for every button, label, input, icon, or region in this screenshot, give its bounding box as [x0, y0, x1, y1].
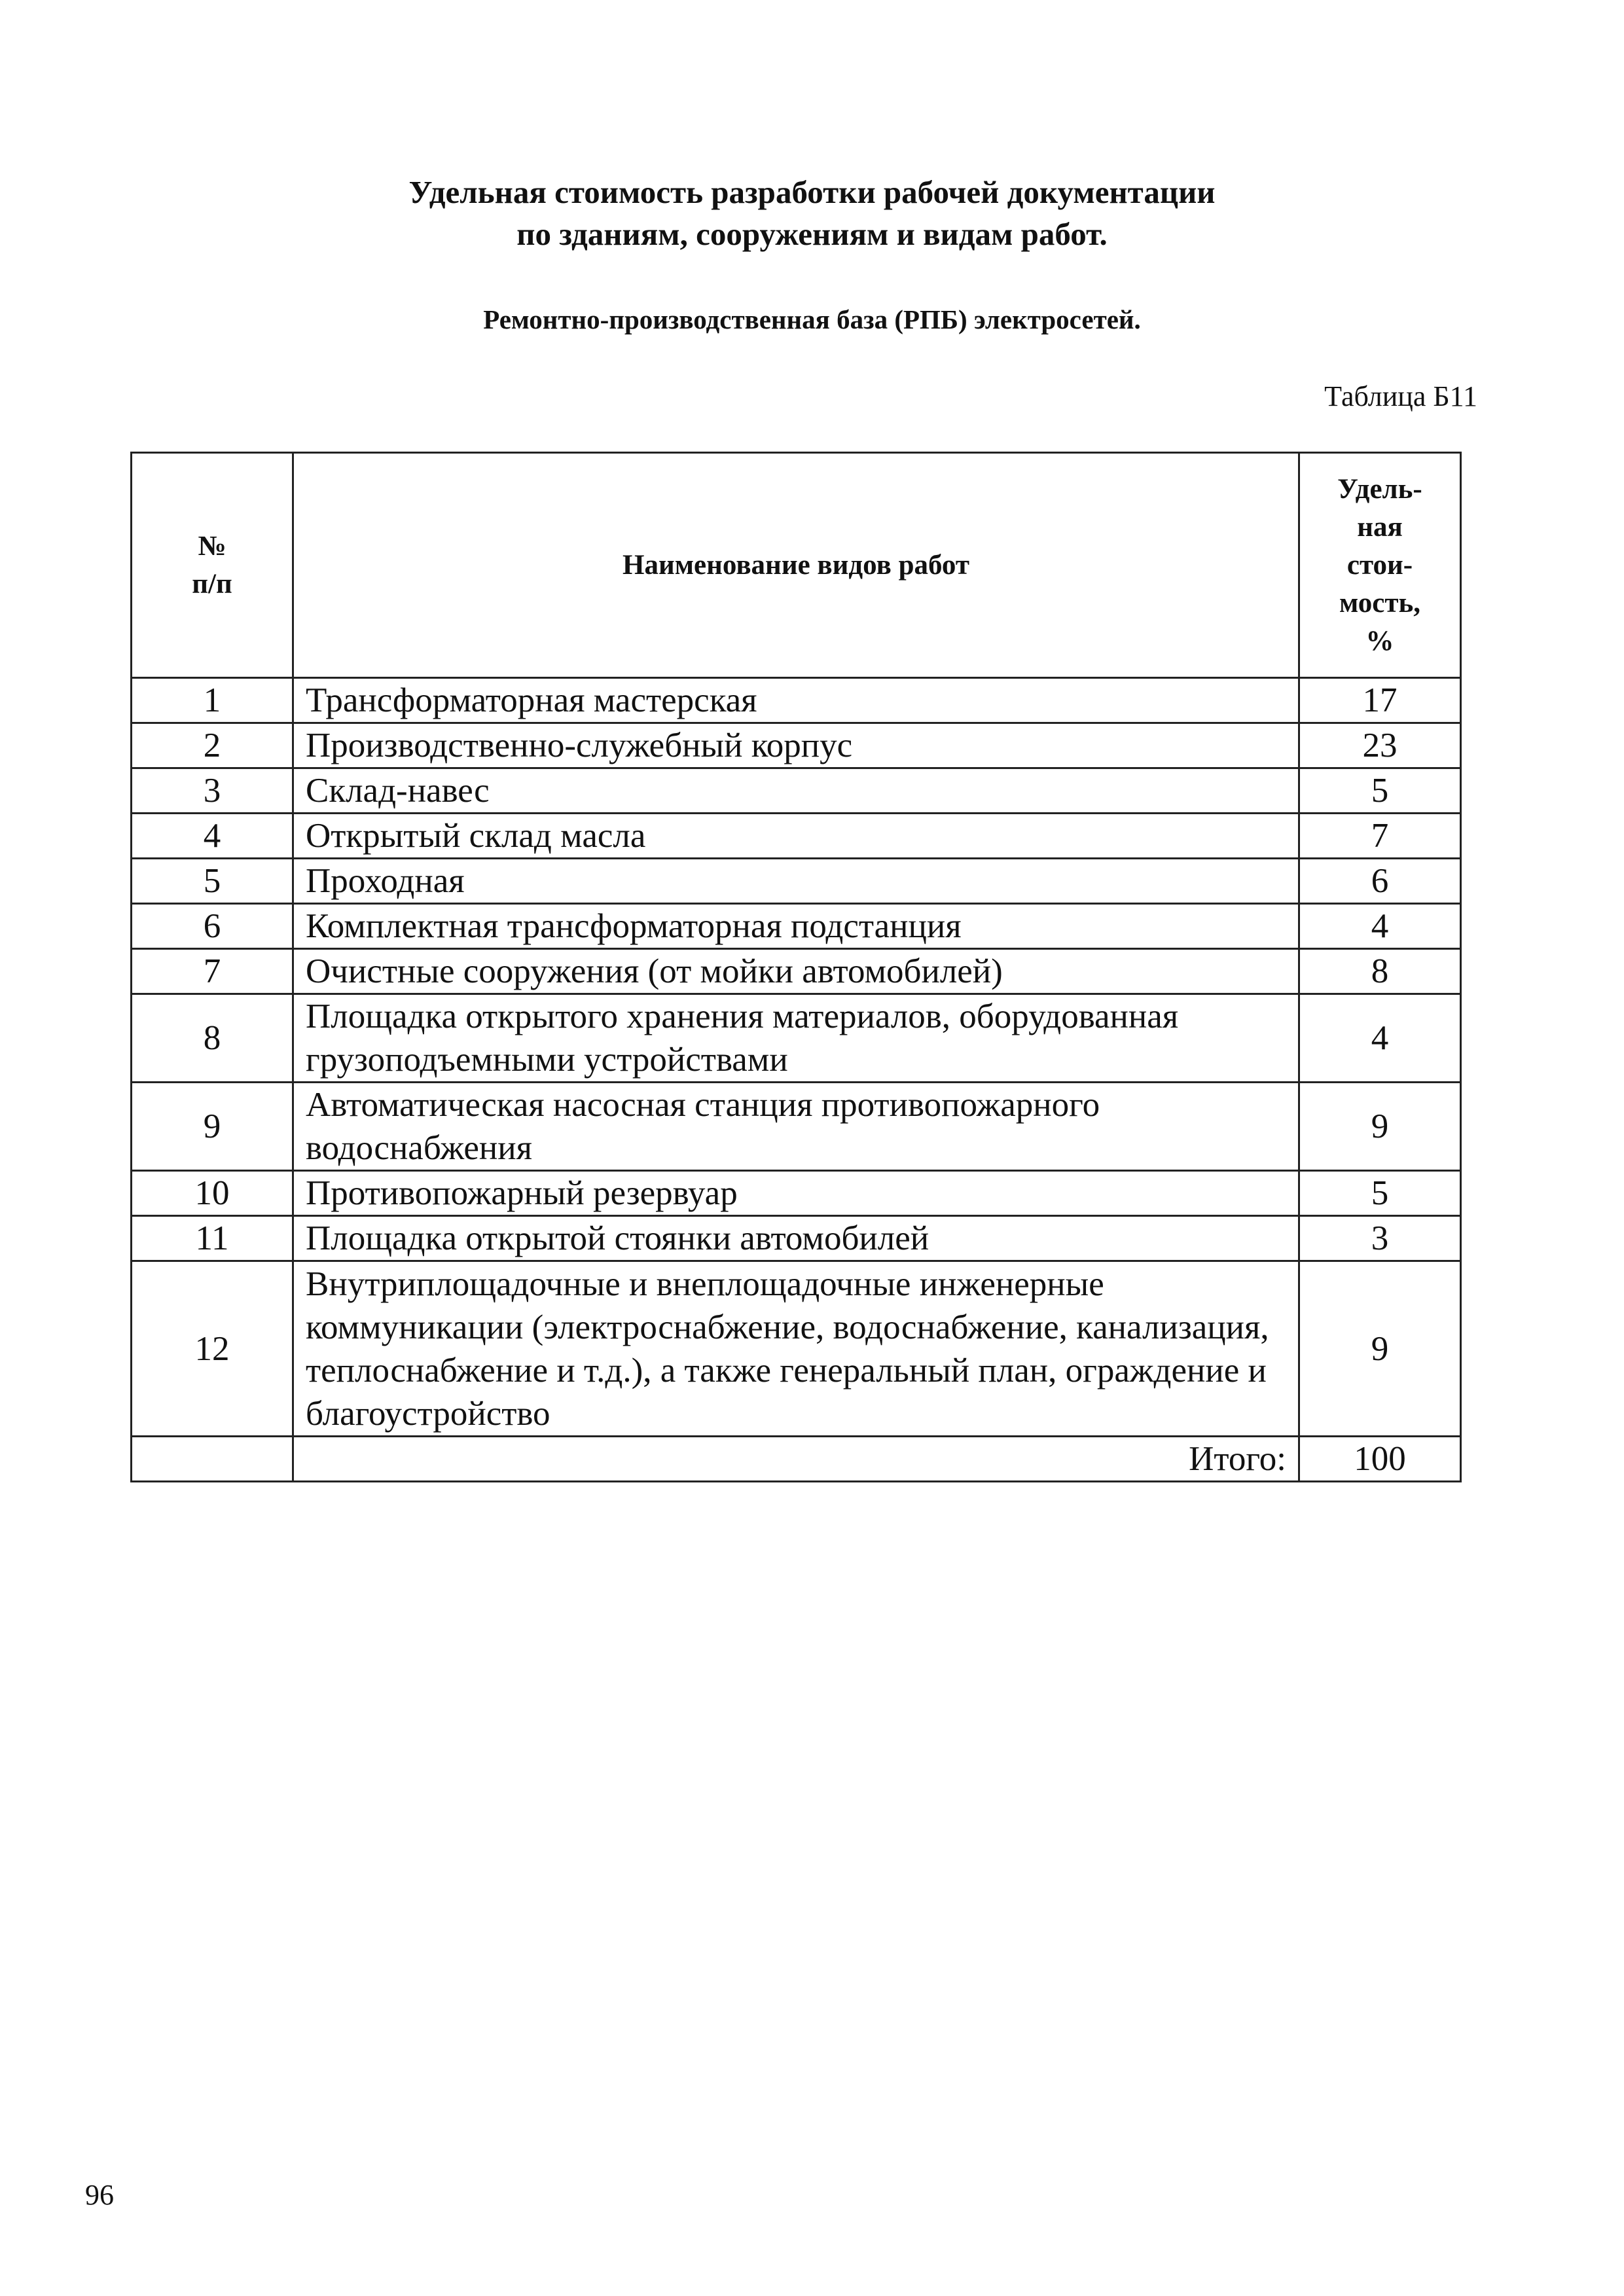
table-row	[132, 994, 1461, 1083]
row-cost: 7	[1299, 814, 1461, 859]
header-number-line-2: п/п	[192, 568, 232, 600]
row-number: 7	[132, 949, 293, 994]
row-number: 10	[132, 1171, 293, 1216]
header-cost-line-4: мость,	[1339, 587, 1420, 619]
row-number: 2	[132, 723, 293, 768]
row-cost: 17	[1299, 678, 1461, 723]
row-number: 9	[132, 1083, 293, 1171]
total-row	[132, 1437, 1461, 1482]
row-name: Площадка открытой стоянки автомобилей	[293, 1216, 1299, 1261]
table-label: Таблица Б11	[1324, 380, 1477, 412]
table-row	[132, 949, 1461, 994]
cost-table	[130, 452, 1462, 1482]
row-name: Производственно-служебный корпус	[293, 723, 1299, 768]
header-cost-line-5: %	[1365, 625, 1394, 656]
header-cost-line-2: ная	[1357, 511, 1403, 543]
table-row	[132, 723, 1461, 768]
row-number: 6	[132, 904, 293, 949]
row-number: 5	[132, 859, 293, 904]
row-name: Автоматическая насосная станция противопожарного водоснабжения	[293, 1083, 1299, 1171]
row-cost: 8	[1299, 949, 1461, 994]
document-title	[0, 171, 1624, 255]
table-row	[132, 1171, 1461, 1216]
row-name: Трансформаторная мастерская	[293, 678, 1299, 723]
table-row	[132, 904, 1461, 949]
row-name: Площадка открытого хранения материалов, оборудованная грузоподъемными устройствами	[293, 994, 1299, 1083]
page-number: 96	[85, 2179, 114, 2211]
title-line-2: по зданиям, сооружениям и видам работ.	[516, 216, 1108, 252]
table-row	[132, 678, 1461, 723]
row-cost: 5	[1299, 768, 1461, 814]
header-cost-line-1: Удель-	[1337, 473, 1422, 505]
total-label: Итого:	[293, 1437, 1299, 1482]
row-number: 11	[132, 1216, 293, 1261]
row-cost: 5	[1299, 1171, 1461, 1216]
table-row	[132, 1083, 1461, 1171]
document-subtitle: Ремонтно-производственная база (РПБ) электросетей.	[483, 304, 1141, 334]
table-row	[132, 859, 1461, 904]
row-cost: 9	[1299, 1261, 1461, 1437]
row-number: 1	[132, 678, 293, 723]
table-header-row	[132, 453, 1461, 678]
header-number-line-1: №	[198, 530, 226, 562]
row-cost: 4	[1299, 904, 1461, 949]
header-number	[132, 453, 293, 678]
row-name: Склад-навес	[293, 768, 1299, 814]
table-row	[132, 814, 1461, 859]
row-number: 4	[132, 814, 293, 859]
row-name: Открытый склад масла	[293, 814, 1299, 859]
total-number	[132, 1437, 293, 1482]
row-number: 12	[132, 1261, 293, 1437]
row-cost: 4	[1299, 994, 1461, 1083]
row-cost: 3	[1299, 1216, 1461, 1261]
header-cost-line-3: стои-	[1346, 549, 1413, 581]
row-name: Очистные сооружения (от мойки автомобилей)	[293, 949, 1299, 994]
row-name: Комплектная трансформаторная подстанция	[293, 904, 1299, 949]
row-name: Проходная	[293, 859, 1299, 904]
table-row	[132, 1216, 1461, 1261]
row-cost: 23	[1299, 723, 1461, 768]
title-line-1: Удельная стоимость разработки рабочей документации	[408, 174, 1216, 210]
row-number: 8	[132, 994, 293, 1083]
row-cost: 6	[1299, 859, 1461, 904]
header-cost	[1299, 453, 1461, 678]
table-row	[132, 768, 1461, 814]
table-row	[132, 1261, 1461, 1437]
total-value: 100	[1299, 1437, 1461, 1482]
header-name: Наименование видов работ	[293, 453, 1299, 678]
row-name: Противопожарный резервуар	[293, 1171, 1299, 1216]
row-name: Внутриплощадочные и внеплощадочные инженерные коммуникации (электроснабжение, водоснабжение, канализация, теплоснабжение и т.д.), а также генеральный план, ограждение и благоустройство	[293, 1261, 1299, 1437]
row-cost: 9	[1299, 1083, 1461, 1171]
row-number: 3	[132, 768, 293, 814]
